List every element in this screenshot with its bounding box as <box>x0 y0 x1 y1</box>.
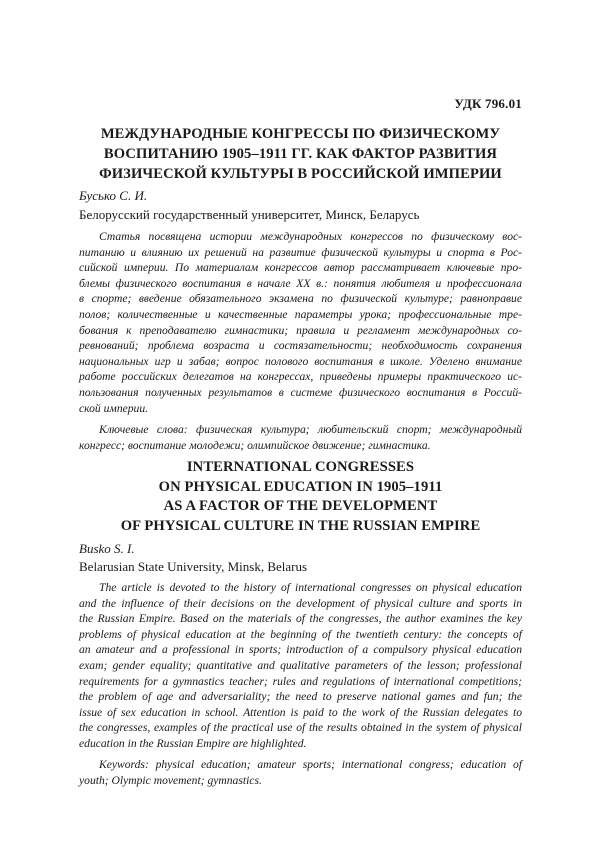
ru-title-line: ФИЗИЧЕСКОЙ КУЛЬТУРЫ В РОССИЙСКОЙ ИМПЕРИИ <box>99 166 502 182</box>
en-abstract-line: exam; gender equality; quantitative and qualitative parameters of the lesson; professional <box>79 658 522 672</box>
en-author: Busko S. I. <box>79 541 135 556</box>
ru-abstract-line: полов; количественные и качественные параметры урока; профессиональные тре- <box>79 307 522 321</box>
en-title <box>79 458 522 536</box>
en-abstract-line: the problem of age and adversariality; the need to preserve national games and fun; the <box>79 690 522 704</box>
ru-abstract-line: в спорте; введение обязательного экзамена по физической культуре; равноправие <box>79 292 522 306</box>
en-keywords-line: Keywords: physical education; amateur sports; international congress; education of <box>99 758 522 771</box>
en-abstract-line: The article is devoted to the history of international congresses on physical education <box>99 581 522 594</box>
ru-abstract-line: блемы физического воспитания в начале XX в.: понятия любителя и профессионала <box>79 276 522 290</box>
en-title-line: OF PHYSICAL CULTURE IN THE RUSSIAN EMPIRE <box>120 517 481 534</box>
ru-abstract-line: пользования полученных результатов в системе физического воспитания в Россий- <box>79 385 522 399</box>
ru-abstract-line: национальных игр и забав; вопрос полового воспитания в школе. Уделено внимание <box>79 354 522 368</box>
en-abstract-line: an amateur and a professional in sports; introduction of a compulsory physical education <box>79 643 522 657</box>
en-abstract-line: the congresses, examples of the practical use of the results obtained in the system of physical <box>79 721 522 735</box>
ru-title-line: ВОСПИТАНИЮ 1905–1911 ГГ. КАК ФАКТОР РАЗВИТИЯ <box>103 146 498 162</box>
en-keywords <box>79 757 522 788</box>
en-keywords-line: youth; Olympic movement; gymnastics. <box>79 773 262 787</box>
en-affiliation: Belarusian State University, Minsk, Belarus <box>79 559 308 574</box>
ru-abstract-line: ревнований; проблема возраста и состязательности; необходимость сохранения <box>79 339 522 353</box>
ru-abstract-line: сийской империи. По материалам конгрессов автор рассматривает ключевые про- <box>79 261 522 275</box>
en-abstract-line: requirements for a gymnastics teacher; rules and regulations of international competitions; <box>79 674 522 688</box>
en-abstract-line: issue of sex education in school. Attention is paid to the work of the Russian delegates to <box>79 705 522 719</box>
en-title-line: ON PHYSICAL EDUCATION IN 1905–1911 <box>158 478 443 495</box>
ru-abstract <box>79 229 522 416</box>
ru-affiliation: Белорусский государственный университет, Минск, Беларусь <box>79 207 420 222</box>
ru-title-line: МЕЖДУНАРОДНЫЕ КОНГРЕССЫ ПО ФИЗИЧЕСКОМУ <box>100 126 501 142</box>
en-abstract <box>79 580 522 752</box>
ru-title <box>79 124 522 184</box>
en-title-line: INTERNATIONAL CONGRESSES <box>186 459 415 475</box>
en-abstract-line: education in the Russian Empire are highlighted. <box>79 736 307 750</box>
ru-abstract-line: Статья посвящена истории международных конгрессов по физическому вос- <box>99 230 522 243</box>
en-abstract-line: the Russian Empire. Based on the materials of the congresses, the author examines the key <box>79 612 522 626</box>
ru-keywords <box>79 422 522 453</box>
ru-author: Бусько С. И. <box>79 188 148 203</box>
en-abstract-line: problems of physical education at the beginning of the twentieth century: the concepts of <box>79 627 522 641</box>
ru-keywords-line: конгресс; воспитание молодежи; олимпийское движение; гимнастика. <box>79 438 431 452</box>
ru-abstract-line: питанию и влиянию их решений на развитие физической культуры и спорта в Рос- <box>79 245 522 259</box>
ru-abstract-line: бования к преподавателю гимнастики; правила и регламент международных со- <box>79 323 522 337</box>
udk-code: УДК 796.01 <box>454 96 522 111</box>
ru-keywords-line: Ключевые слова: физическая культура; любительский спорт; международный <box>99 423 522 436</box>
en-title-line: AS A FACTOR OF THE DEVELOPMENT <box>163 498 438 515</box>
ru-abstract-line: работе российских делегатов на конгрессах, приведены примеры практического ис- <box>79 370 522 384</box>
en-abstract-line: and the influence of their decisions on the development of physical culture and sports in <box>79 596 522 610</box>
ru-abstract-line: ской империи. <box>79 401 149 415</box>
